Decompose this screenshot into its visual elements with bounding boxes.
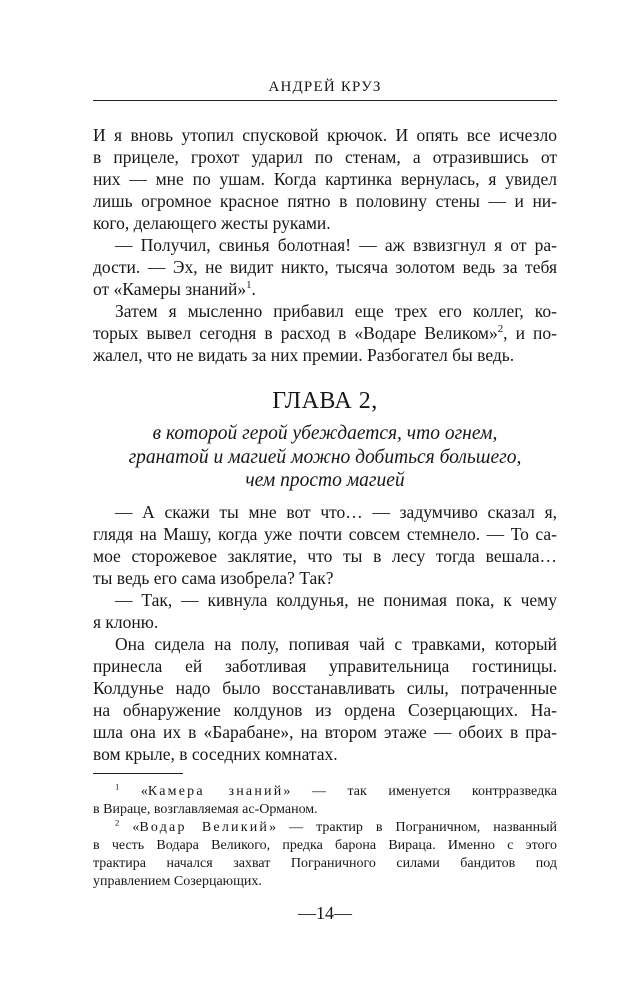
text-line: Затем я мысленно прибавил еще трех его коллег, ко- [115, 301, 557, 321]
subtitle-line: в которой герой убеждается, что огнем, [152, 423, 498, 444]
text-fragment: » — трактир в Пограничном, названный [269, 820, 557, 835]
page-number: —14— [298, 903, 352, 923]
subtitle-line: чем просто магией [245, 470, 405, 491]
body-text-bottom [93, 501, 557, 765]
chapter-title: ГЛАВА 2, [272, 388, 378, 414]
text-line: шла она их в «Барабане», на втором этаже — обоих в пра- [93, 722, 557, 742]
text-fragment: . [251, 279, 256, 299]
footnote-line: в Вираце, возглавляемая ас-Орманом. [93, 802, 318, 817]
text-line: вом крыле, в соседних комнатах. [93, 744, 338, 764]
text-line: — Получил, свинья болотная! — аж взвизгнул я от ра- [115, 235, 557, 255]
text-fragment: торых вывел сегодня в расход в «Водаре Великом» [93, 323, 498, 343]
footnote-term: Камера знаний [147, 784, 284, 799]
text-fragment: « [119, 784, 148, 799]
subtitle-line: гранатой и магией можно добиться большего, [128, 446, 522, 468]
text-line: кого, делающего жесты руками. [93, 213, 331, 233]
footnote-ref-2: 2 [497, 323, 504, 336]
text-line: глядя на Машу, когда уже почти совсем стемнело. — То са- [93, 524, 557, 544]
text-line: в прицеле, грохот ударил по стенам, а отразившись от [93, 147, 557, 167]
text-line: Она сидела на полу, попивая чай с травками, который [115, 634, 557, 654]
chapter-subtitle [93, 422, 557, 493]
text-line: я клоню. [93, 612, 159, 632]
text-line: лишь огромное красное пятно в половину стены — и ни- [93, 191, 557, 211]
text-line: И я вновь утопил спусковой крючок. И опять все исчезло [93, 125, 557, 145]
text-fragment: , и по- [503, 323, 557, 343]
footnote-line [93, 783, 557, 801]
text-line: — А скажи ты мне вот что… — задумчиво сказал я, [115, 502, 557, 522]
text-fragment: « [119, 820, 140, 835]
text-fragment: » — так именуется контрразведка [283, 784, 558, 799]
text-line: на обнаружение колдунов из ордена Созерцающих. На- [93, 700, 557, 720]
footnote-marker-2: 2 [115, 817, 120, 828]
header-rule [93, 100, 557, 101]
footnotes [93, 783, 557, 891]
text-line [93, 278, 557, 300]
text-line: принесла ей заботливая управительница гостиницы. [93, 656, 557, 676]
footnote-line [93, 819, 557, 837]
running-header-author: АНДРЕЙ КРУЗ [268, 79, 382, 95]
footnote-line: трактира начался захват Пограничного силами бандитов под [93, 856, 557, 871]
text-line: мое сторожевое заклятие, что ты в лесу тогда вешала… [93, 546, 557, 566]
text-fragment: от «Камеры знаний» [93, 279, 247, 299]
text-line: Колдунье надо было восстанавливать силы, потраченные [93, 678, 557, 698]
body-text-top [93, 124, 557, 366]
text-line: жалел, что не видать за них премии. Разбогател бы ведь. [93, 345, 515, 365]
footnote-line: управлением Созерцающих. [93, 874, 262, 889]
text-line: дости. — Эх, не видит никто, тысяча золотом ведь за тебя [93, 257, 557, 277]
text-line: ты ведь его сама изобрела? Так? [93, 568, 334, 588]
footnote-line: в честь Водара Великого, предка барона Вираца. Именно с этого [93, 838, 557, 853]
text-line [93, 322, 557, 344]
footnote-term: Водар Великий [139, 820, 270, 835]
footnote-ref-1: 1 [246, 279, 252, 292]
footnote-marker-1: 1 [115, 781, 120, 792]
text-line: — Так, — кивнула колдунья, не понимая пока, к чему [115, 590, 557, 610]
text-line: них — мне по ушам. Когда картинка вернулась, я увидел [93, 169, 557, 189]
footnote-rule [93, 773, 183, 774]
